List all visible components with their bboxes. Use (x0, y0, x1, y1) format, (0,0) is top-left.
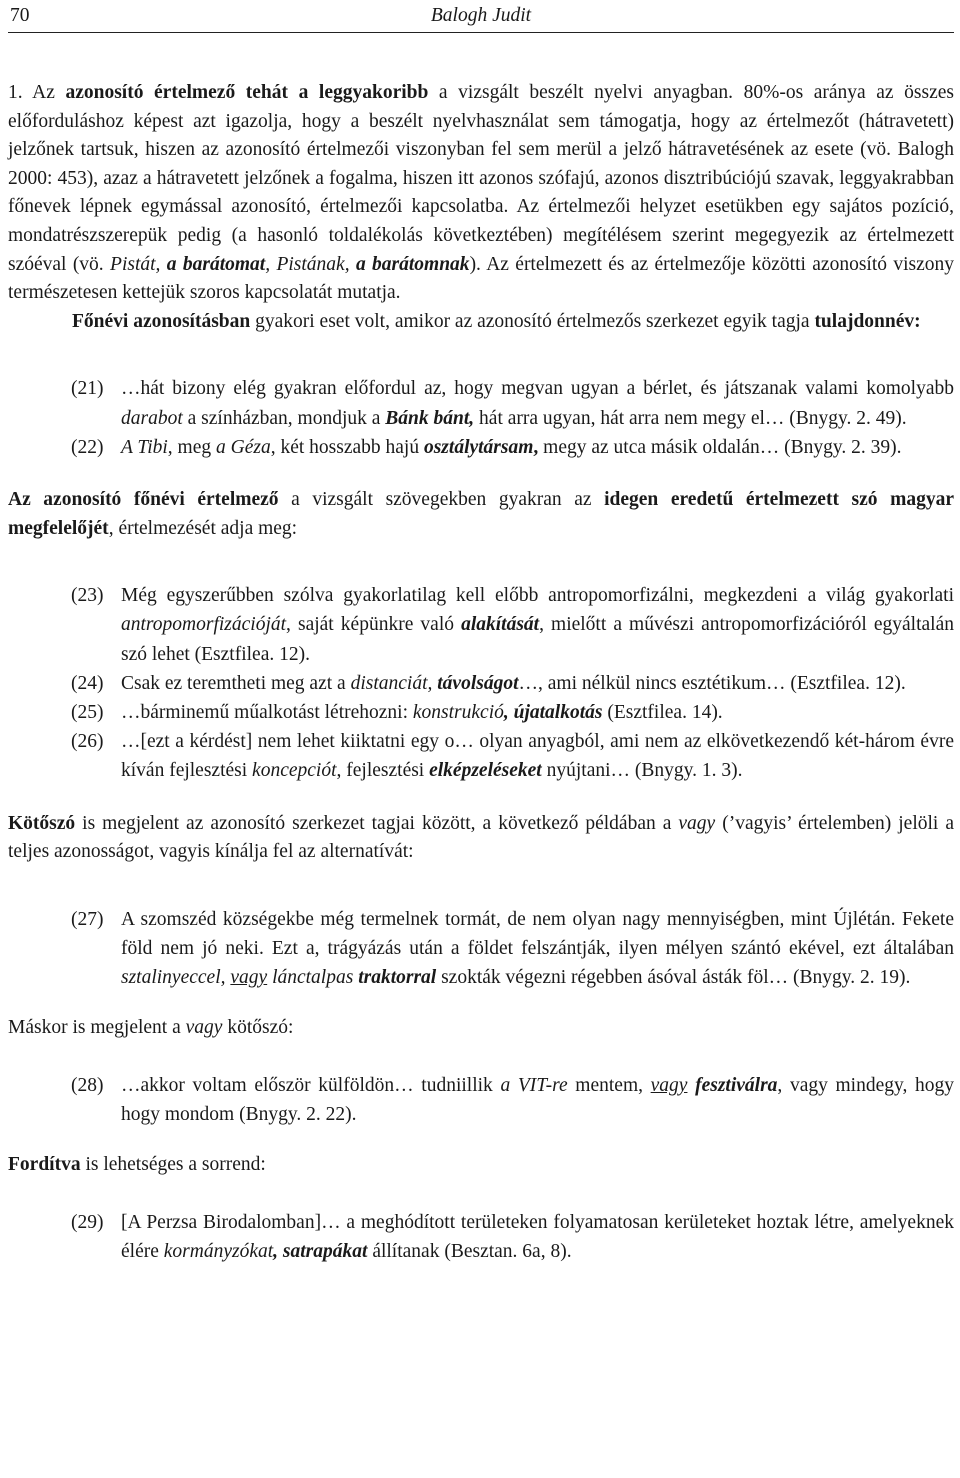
text: …, ami nélkül nincs esztétikum… (Esztfilea. 12). (518, 672, 906, 694)
example-number: (21) (71, 378, 104, 400)
text: , (533, 436, 539, 458)
example-number: (28) (71, 1074, 104, 1096)
example-word: kormányzókat (163, 1241, 274, 1263)
text: is lehetséges a sorrend: (80, 1154, 266, 1176)
example-word: osztálytársam (423, 436, 534, 458)
example-word: koncepciót (252, 760, 337, 782)
paragraph-1 (8, 79, 954, 308)
example-word: a VIT-re (500, 1074, 568, 1096)
example-word: , újatalkotás (503, 701, 603, 723)
example-word: lánctalpas (267, 967, 354, 989)
text: Csak ez teremtheti meg azt a (121, 672, 351, 694)
example-number: (22) (71, 436, 104, 458)
example-word: a barátomat (166, 253, 266, 275)
example-word: vagy (230, 967, 268, 989)
example-word: distanciát, (350, 672, 438, 694)
text: A szomszéd községekbe még termelnek tormát, de nem olyan nagy mennyiségben, mint Újlétán. Fekete föld nem jó neki. Ezt a, trágyázás után a földet felszántják, ilyen mélyen szántó ekével, ezt általában (121, 908, 954, 959)
example-number: (24) (71, 672, 104, 694)
example-word: a Géza (216, 436, 271, 458)
page-header (8, 2, 954, 33)
text: mentem, (567, 1074, 651, 1096)
emphasis: azonosító értelmező tehát a leggyakoribb (65, 82, 429, 103)
example-word: konstrukció (412, 701, 504, 723)
example-word: Pistának, (276, 253, 356, 275)
text: ). Az értelmezett és az értelmezője közötti azonosító viszony természetesen kettejük szoros kapcsolatát mutatja. (8, 253, 955, 304)
example-word: Bánk bánt, (385, 407, 475, 429)
example-word: sztalinyeccel, (121, 967, 231, 989)
example-word: A Tibi (121, 436, 168, 458)
text: kötőszó: (222, 1017, 294, 1039)
text: , értelmezését adja meg: (108, 517, 298, 539)
example-word: darabot (121, 407, 183, 429)
emphasis: Az azonosító főnévi értelmező (8, 488, 279, 510)
example-word: elképzeléseket (429, 760, 542, 782)
paragraph-6 (8, 1151, 954, 1180)
text: (’vagyis’ értelemben) jelöli a teljes azonosságot, vagyis kínálja fel az alternatívát: (8, 812, 954, 863)
text: hát arra ugyan, hát arra nem megy el… (Bnygy. 2. 49). (474, 407, 907, 429)
page-number: 70 (10, 5, 30, 26)
page (8, 0, 954, 1266)
text: a vizsgált beszélt nyelvi anyagban. 80%-os aránya az összes előforduláshoz képest azt igazolja, hogy a beszélt nyelvhasználat sem támogatja, hogy az értelmezőt (hátravetett) jelzőnek tartsuk, hiszen az azonosító értelmezői viszonyban fel sem merül a jelző hátravetésének az esete (vö. Balogh 2000: 453), azaz a hátravetett jelzőnek a fogalma, hiszen itt azonos szófajú, azonos disztribúciójú szavak, leggyakrabban főnevek lépnek egymással azonosító, értelmezői kapcsolatba. Az értelmezői helyzet esetükben egy sajátos pozíció, mondatrészszerepük pedig (a hasonló toldalékolás következtében) megítélésem szerint megegyezik az értelmezett szóéval (vö. (8, 82, 954, 275)
text: állítanak (Besztan. 6a, 8). (367, 1241, 572, 1263)
text: …bárminemű műalkotást létrehozni: (121, 701, 413, 723)
example-word: , satrapákat (273, 1241, 368, 1263)
text: Még egyszerűbben szólva gyakorlatilag kell előbb antropomorfizálni, megkezdeni a világ gyakorlati (121, 585, 954, 607)
example-word: távolságot (437, 672, 519, 694)
example-word: antropomorfizációját (121, 614, 287, 636)
text: , (265, 253, 277, 275)
example-word: vagy (185, 1017, 223, 1039)
paragraph-5 (8, 1014, 954, 1043)
example-25 (8, 698, 954, 727)
text: is megjelent az azonosító szerkezet tagjai között, a következő példában a (75, 812, 679, 834)
example-word: fesztiválra (687, 1074, 778, 1096)
emphasis: tulajdonnév: (814, 310, 921, 332)
example-28 (8, 1071, 954, 1129)
paragraph-3 (8, 486, 954, 543)
example-word: traktorral (353, 967, 437, 989)
text: , két hosszabb hajú (270, 436, 424, 458)
text: …akkor voltam először külföldön… tudniillik (121, 1074, 501, 1096)
example-word: alakítását (461, 614, 540, 636)
emphasis: Fordítva (8, 1154, 81, 1176)
text: , meg (167, 436, 216, 458)
text: …[ezt a kérdést] nem lehet kiiktatni egy o… olyan anyagból, ami nem az elkövetkezendő két-három évre kíván fejlesztési (121, 731, 954, 782)
example-23 (8, 581, 954, 669)
example-word: a barátomnak (355, 253, 470, 275)
example-26 (8, 727, 954, 785)
example-number: (29) (71, 1211, 104, 1233)
text: 1. Az (8, 82, 66, 103)
text: a vizsgált szövegekben gyakran az (278, 488, 605, 510)
example-22 (8, 433, 954, 462)
example-number: (25) (71, 701, 104, 723)
example-29 (8, 1208, 954, 1266)
text: gyakori eset volt, amikor az azonosító értelmezős szerkezet egyik tagja (250, 310, 815, 332)
example-word: vagy (678, 812, 716, 834)
text: , fejlesztési (336, 760, 430, 782)
example-number: (23) (71, 585, 104, 607)
text: , mielőtt a művészi antropomorfizációról egyáltalán szó lehet (Esztfilea. 12). (121, 614, 954, 665)
example-number: (26) (71, 731, 104, 753)
example-24 (8, 669, 954, 698)
emphasis: Főnévi azonosításban (72, 310, 251, 332)
text: , saját képünkre való (286, 614, 462, 636)
text: nyújtani… (Bnygy. 1. 3). (541, 760, 743, 782)
text: Máskor is megjelent a (8, 1017, 186, 1039)
example-21 (8, 374, 954, 432)
paragraph-4 (8, 810, 954, 867)
text: szokták végezni régebben ásóval ásták föl… (Bnygy. 2. 19). (436, 967, 911, 989)
example-number: (27) (71, 908, 104, 930)
example-word: Pistát, (110, 253, 167, 275)
text: a színházban, mondjuk a (182, 407, 386, 429)
text: …hát bizony elég gyakran előfordul az, hogy megvan ugyan a bérlet, és játszanak valami komolyabb (121, 378, 954, 400)
emphasis: idegen eredetű értelmezett szó magyar megfelelőjét (8, 488, 954, 539)
emphasis: Kötőszó (8, 812, 76, 834)
paragraph-2 (8, 308, 954, 337)
example-word: vagy (650, 1074, 688, 1096)
text: [A Perzsa Birodalomban]… a meghódított területeken folyamatosan kerületeket hoztak létre, amelyeknek élére (121, 1211, 954, 1263)
text: megy az utca másik oldalán… (Bnygy. 2. 39). (538, 436, 902, 458)
text: (Esztfilea. 14). (602, 701, 723, 723)
running-head: Balogh Judit (430, 5, 532, 26)
example-27 (8, 905, 954, 993)
text: , vagy mindegy, hogy hogy mondom (Bnygy. 2. 22). (121, 1074, 954, 1126)
